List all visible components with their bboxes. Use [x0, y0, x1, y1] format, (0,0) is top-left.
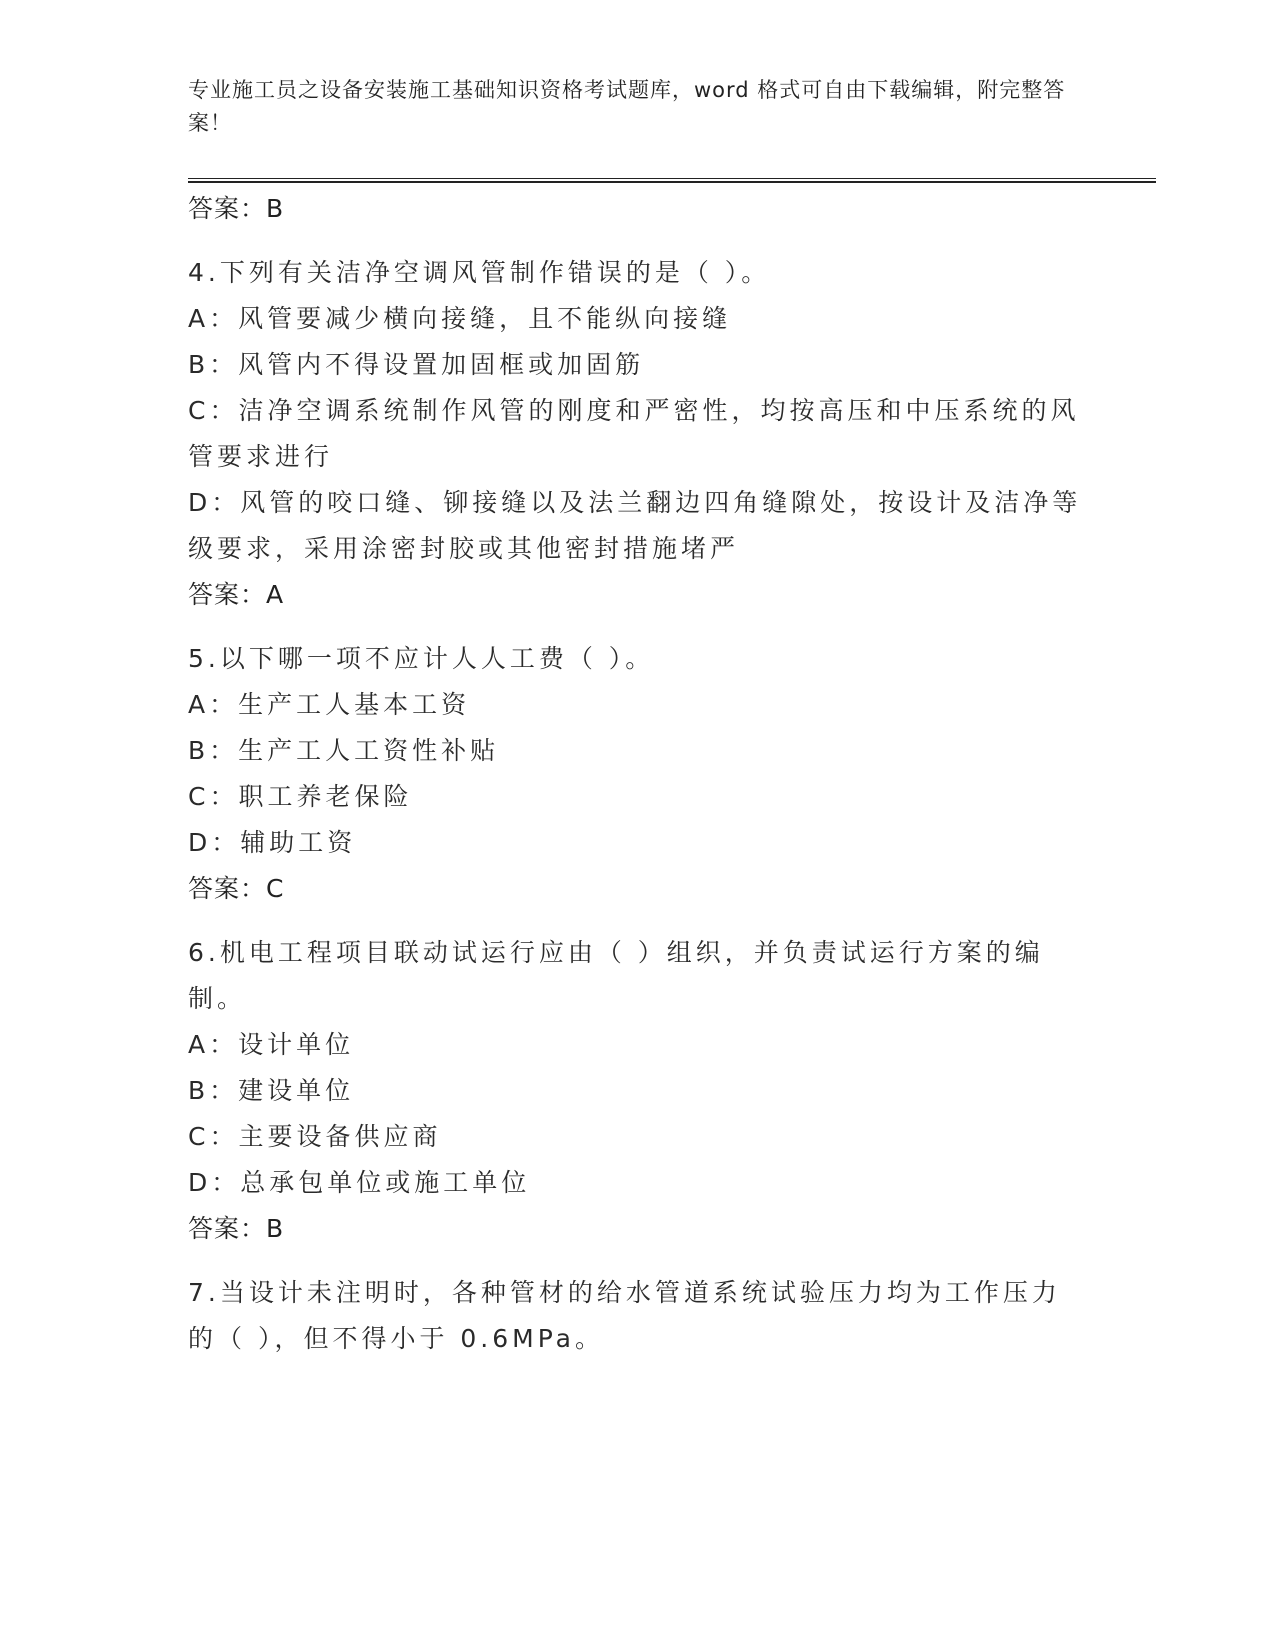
question-block	[188, 1270, 1088, 1362]
answer-line: 答案：C	[188, 874, 285, 903]
header-divider	[188, 178, 1156, 183]
option-a: A：风管要减少横向接缝，且不能纵向接缝	[188, 304, 732, 333]
option-d: D：风管的咬口缝、铆接缝以及法兰翻边四角缝隙处，按设计及洁净等级要求，采用涂密封胶或其他密封措施堵严	[188, 488, 1082, 563]
question-stem: 7.当设计未注明时，各种管材的给水管道系统试验压力均为工作压力的（ ），但不得小于 0.6MPa。	[188, 1278, 1061, 1353]
answer-line: 答案：B	[188, 1214, 285, 1243]
option-d: D：总承包单位或施工单位	[188, 1168, 531, 1197]
question-stem: 5.以下哪一项不应计人人工费（ ）。	[188, 644, 655, 673]
question-stem: 6.机电工程项目联动试运行应由（ ）组织，并负责试运行方案的编制。	[188, 938, 1044, 1013]
question-block	[188, 250, 1088, 618]
question-block	[188, 930, 1088, 1252]
option-a: A：设计单位	[188, 1030, 355, 1059]
question-stem: 4.下列有关洁净空调风管制作错误的是（ ）。	[188, 258, 771, 287]
answer-line: 答案：A	[188, 580, 285, 609]
option-c: C：洁净空调系统制作风管的刚度和严密性，均按高压和中压系统的风管要求进行	[188, 396, 1080, 471]
option-a: A：生产工人基本工资	[188, 690, 471, 719]
option-b: B：风管内不得设置加固框或加固筋	[188, 350, 645, 379]
option-c: C：主要设备供应商	[188, 1122, 442, 1151]
option-b: B：生产工人工资性补贴	[188, 736, 500, 765]
option-b: B：建设单位	[188, 1076, 355, 1105]
question-block	[188, 636, 1088, 912]
option-d: D：辅助工资	[188, 828, 357, 857]
option-c: C：职工养老保险	[188, 782, 413, 811]
header-note: 专业施工员之设备安装施工基础知识资格考试题库，word 格式可自由下载编辑，附完整答案！	[188, 78, 1066, 135]
answer-line: 答案：B	[188, 194, 285, 223]
question-list	[188, 186, 1088, 1362]
